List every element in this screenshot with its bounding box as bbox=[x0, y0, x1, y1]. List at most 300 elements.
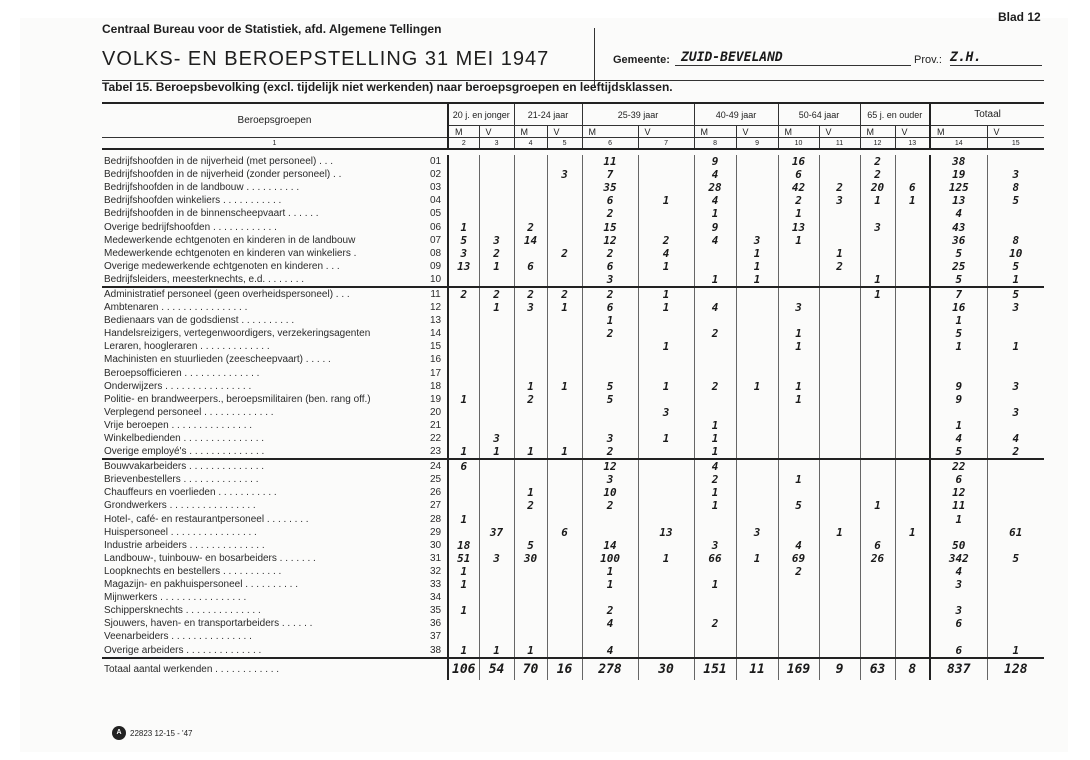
count-cell bbox=[778, 630, 819, 643]
occupation-label: Onderwijzers . . . . . . . . . . . . . . . . bbox=[104, 380, 252, 392]
count-cell: 1 bbox=[819, 526, 860, 539]
count-cell bbox=[694, 393, 736, 406]
count-cell bbox=[987, 419, 1044, 432]
count-cell bbox=[987, 539, 1044, 552]
occupation-label: Leraren, hoogleraren . . . . . . . . . . . . . bbox=[104, 341, 270, 353]
count-cell: 1 bbox=[582, 565, 638, 578]
count-cell: 12 bbox=[582, 459, 638, 473]
column-number: 11 bbox=[819, 138, 860, 150]
count-cell bbox=[860, 301, 895, 314]
count-cell bbox=[860, 432, 895, 445]
count-cell bbox=[895, 340, 930, 353]
count-cell: 3 bbox=[860, 220, 895, 233]
table-row bbox=[102, 287, 1044, 301]
count-cell: 6 bbox=[582, 194, 638, 207]
count-cell: 1 bbox=[930, 340, 987, 353]
count-cell: 3 bbox=[547, 168, 582, 181]
count-cell bbox=[736, 406, 778, 419]
count-cell: 14 bbox=[514, 234, 547, 247]
count-cell: 14 bbox=[582, 539, 638, 552]
table-row bbox=[102, 617, 1044, 630]
count-cell bbox=[895, 353, 930, 366]
count-cell bbox=[514, 459, 547, 473]
count-cell: 1 bbox=[638, 552, 694, 565]
table-row bbox=[102, 565, 1044, 578]
group-header: 50-64 jaar bbox=[778, 103, 860, 126]
occupation-label: Bedrijfshoofden in de nijverheid (zonder personeel) . . bbox=[104, 169, 342, 181]
count-cell bbox=[448, 526, 479, 539]
count-cell: 38 bbox=[930, 155, 987, 168]
count-cell: 1 bbox=[514, 445, 547, 459]
count-cell bbox=[448, 419, 479, 432]
count-cell bbox=[778, 604, 819, 617]
count-cell: 4 bbox=[930, 565, 987, 578]
count-cell bbox=[638, 367, 694, 380]
occupation-label: Bedrijfshoofden in de nijverheid (met personeel) . . . bbox=[104, 156, 334, 168]
count-cell bbox=[479, 473, 514, 486]
count-cell bbox=[448, 168, 479, 181]
count-cell bbox=[638, 473, 694, 486]
count-cell: 36 bbox=[930, 234, 987, 247]
count-cell bbox=[479, 393, 514, 406]
count-cell bbox=[778, 273, 819, 287]
occupation-label: Overige arbeiders . . . . . . . . . . . . . . bbox=[102, 643, 424, 657]
count-cell bbox=[479, 340, 514, 353]
table-row bbox=[102, 340, 1044, 353]
occupation-label: Medewerkende echtgenoten en kinderen van winkeliers . bbox=[104, 247, 357, 259]
occupation-label: Mijnwerkers . . . . . . . . . . . . . . . . bbox=[104, 592, 247, 604]
count-cell: 9 bbox=[930, 380, 987, 393]
count-cell bbox=[778, 406, 819, 419]
count-cell bbox=[547, 340, 582, 353]
count-cell bbox=[547, 578, 582, 591]
header-group-row bbox=[102, 103, 1044, 126]
count-cell: 43 bbox=[930, 220, 987, 233]
count-cell: 2 bbox=[860, 155, 895, 168]
count-cell: 8 bbox=[987, 234, 1044, 247]
count-cell: 3 bbox=[987, 168, 1044, 181]
count-cell bbox=[638, 499, 694, 512]
occupation-code: 28 bbox=[429, 513, 442, 525]
count-cell: 2 bbox=[479, 287, 514, 301]
count-cell: 3 bbox=[479, 432, 514, 445]
count-cell bbox=[547, 432, 582, 445]
count-cell: 1 bbox=[448, 565, 479, 578]
occupation-code: 34 bbox=[429, 592, 442, 604]
count-cell bbox=[479, 499, 514, 512]
column-number: 9 bbox=[736, 138, 778, 150]
occupation-label: Politie- en brandweerpers., beroepsmilitairen (ben. rang off.) bbox=[104, 393, 371, 405]
count-cell bbox=[638, 578, 694, 591]
occupation-label: Huispersoneel . . . . . . . . . . . . . . . . bbox=[104, 526, 257, 538]
count-cell bbox=[547, 539, 582, 552]
count-cell bbox=[638, 565, 694, 578]
count-cell bbox=[860, 486, 895, 499]
column-number: 13 bbox=[895, 138, 930, 150]
count-cell bbox=[547, 181, 582, 194]
count-cell: 16 bbox=[547, 658, 582, 680]
count-cell bbox=[514, 419, 547, 432]
occupation-label: Administratief personeel (geen overheidspersoneel) . . . bbox=[102, 287, 424, 301]
occupation-code: 05 bbox=[429, 208, 442, 220]
count-cell: 3 bbox=[448, 247, 479, 260]
count-cell bbox=[514, 526, 547, 539]
occupation-code: 29 bbox=[429, 526, 442, 538]
occupation-code: 20 bbox=[429, 406, 442, 418]
count-cell bbox=[860, 617, 895, 630]
sex-header: V bbox=[547, 126, 582, 138]
count-cell: 1 bbox=[895, 194, 930, 207]
count-cell bbox=[638, 327, 694, 340]
count-cell: 6 bbox=[448, 459, 479, 473]
count-cell bbox=[860, 565, 895, 578]
count-cell bbox=[479, 539, 514, 552]
count-cell bbox=[895, 617, 930, 630]
table-row bbox=[102, 513, 1044, 526]
count-cell bbox=[930, 406, 987, 419]
table-row bbox=[102, 552, 1044, 565]
count-cell bbox=[479, 578, 514, 591]
count-cell bbox=[736, 301, 778, 314]
printer-stamp-icon: A bbox=[112, 726, 126, 740]
table-row bbox=[102, 353, 1044, 366]
count-cell bbox=[987, 155, 1044, 168]
count-cell bbox=[895, 168, 930, 181]
count-cell: 13 bbox=[930, 194, 987, 207]
count-cell: 1 bbox=[582, 578, 638, 591]
count-cell bbox=[694, 630, 736, 643]
table-row bbox=[102, 604, 1044, 617]
count-cell: 5 bbox=[514, 539, 547, 552]
count-cell: 1 bbox=[778, 207, 819, 220]
table-title: Tabel 15. Beroepsbevolking (excl. tijdelijk niet werkenden) naar beroepsgroepen en leeftijdsklassen. bbox=[102, 80, 673, 94]
count-cell: 2 bbox=[582, 247, 638, 260]
sex-header: M bbox=[694, 126, 736, 138]
count-cell: 1 bbox=[694, 499, 736, 512]
count-cell bbox=[547, 419, 582, 432]
count-cell bbox=[638, 168, 694, 181]
occupation-label: Schippersknechts . . . . . . . . . . . . . . bbox=[104, 605, 261, 617]
count-cell bbox=[860, 526, 895, 539]
count-cell: 3 bbox=[638, 406, 694, 419]
occupation-code: 03 bbox=[429, 182, 442, 194]
count-cell bbox=[736, 459, 778, 473]
occupation-code: 04 bbox=[429, 195, 442, 207]
count-cell bbox=[736, 617, 778, 630]
count-cell bbox=[860, 630, 895, 643]
count-cell: 63 bbox=[860, 658, 895, 680]
sex-header: V bbox=[895, 126, 930, 138]
count-cell bbox=[736, 220, 778, 233]
count-cell bbox=[736, 643, 778, 657]
column-number: 4 bbox=[514, 138, 547, 150]
occupation-label: Totaal aantal werkenden . . . . . . . . . . . . bbox=[104, 663, 280, 675]
count-cell bbox=[448, 194, 479, 207]
count-cell bbox=[860, 380, 895, 393]
count-cell: 1 bbox=[694, 273, 736, 287]
occupation-label: Veenarbeiders . . . . . . . . . . . . . . . bbox=[104, 631, 252, 643]
group-header: 21-24 jaar bbox=[514, 103, 582, 126]
count-cell bbox=[895, 314, 930, 327]
count-cell: 4 bbox=[582, 617, 638, 630]
table-row bbox=[102, 499, 1044, 512]
count-cell bbox=[860, 340, 895, 353]
count-cell bbox=[514, 432, 547, 445]
occupation-label: Handelsreizigers, vertegenwoordigers, verzekeringsagenten bbox=[104, 328, 371, 340]
count-cell bbox=[860, 353, 895, 366]
sex-header: V bbox=[736, 126, 778, 138]
count-cell bbox=[819, 499, 860, 512]
count-cell bbox=[547, 194, 582, 207]
occupation-code: 36 bbox=[429, 618, 442, 630]
count-cell bbox=[778, 353, 819, 366]
count-cell: 10 bbox=[987, 247, 1044, 260]
count-cell: 1 bbox=[479, 445, 514, 459]
count-cell bbox=[514, 155, 547, 168]
count-cell: 30 bbox=[638, 658, 694, 680]
occupation-code: 13 bbox=[429, 315, 442, 327]
occupation-label: Chauffeurs en voerlieden . . . . . . . . . . . bbox=[104, 487, 277, 499]
count-cell: 2 bbox=[582, 327, 638, 340]
count-cell: 1 bbox=[930, 513, 987, 526]
count-cell: 100 bbox=[582, 552, 638, 565]
count-cell: 1 bbox=[448, 604, 479, 617]
count-cell: 837 bbox=[930, 658, 987, 680]
sex-header: M bbox=[930, 126, 987, 138]
column-number: 3 bbox=[479, 138, 514, 150]
count-cell bbox=[448, 155, 479, 168]
occupation-label: Medewerkende echtgenoten en kinderen in de landbouw bbox=[104, 234, 356, 246]
count-cell bbox=[895, 630, 930, 643]
count-cell bbox=[778, 260, 819, 273]
count-cell: 6 bbox=[930, 643, 987, 657]
count-cell: 3 bbox=[479, 552, 514, 565]
count-cell bbox=[638, 273, 694, 287]
count-cell bbox=[694, 604, 736, 617]
count-cell bbox=[987, 591, 1044, 604]
occupation-code: 19 bbox=[429, 393, 442, 405]
column-number: 14 bbox=[930, 138, 987, 150]
count-cell bbox=[638, 393, 694, 406]
municipality-label: Gemeente: bbox=[613, 54, 670, 66]
count-cell: 3 bbox=[694, 539, 736, 552]
count-cell bbox=[448, 327, 479, 340]
count-cell bbox=[547, 565, 582, 578]
count-cell bbox=[819, 380, 860, 393]
count-cell bbox=[987, 207, 1044, 220]
count-cell: 5 bbox=[448, 234, 479, 247]
count-cell: 2 bbox=[582, 207, 638, 220]
count-cell bbox=[736, 486, 778, 499]
count-cell bbox=[895, 565, 930, 578]
count-cell bbox=[860, 419, 895, 432]
count-cell bbox=[860, 473, 895, 486]
count-cell bbox=[736, 393, 778, 406]
count-cell: 1 bbox=[448, 445, 479, 459]
count-cell bbox=[638, 643, 694, 657]
count-cell: 1 bbox=[778, 393, 819, 406]
count-cell: 125 bbox=[930, 181, 987, 194]
count-cell: 1 bbox=[860, 194, 895, 207]
count-cell: 3 bbox=[987, 406, 1044, 419]
count-cell bbox=[736, 207, 778, 220]
count-cell: 1 bbox=[778, 234, 819, 247]
count-cell: 3 bbox=[514, 301, 547, 314]
count-cell: 13 bbox=[638, 526, 694, 539]
occupation-code: 33 bbox=[429, 579, 442, 591]
count-cell: 16 bbox=[778, 155, 819, 168]
count-cell: 30 bbox=[514, 552, 547, 565]
count-cell bbox=[448, 353, 479, 366]
count-cell bbox=[448, 486, 479, 499]
occupation-code: 01 bbox=[429, 156, 442, 168]
count-cell bbox=[819, 234, 860, 247]
count-cell: 1 bbox=[694, 207, 736, 220]
occupation-label: Magazijn- en pakhuispersoneel . . . . . . . . . . bbox=[104, 579, 298, 591]
count-cell bbox=[479, 367, 514, 380]
count-cell: 1 bbox=[895, 526, 930, 539]
count-cell bbox=[778, 578, 819, 591]
count-cell: 6 bbox=[930, 617, 987, 630]
occupation-code: 38 bbox=[424, 643, 448, 657]
count-cell bbox=[514, 273, 547, 287]
count-cell bbox=[514, 314, 547, 327]
count-cell: 1 bbox=[514, 380, 547, 393]
count-cell: 4 bbox=[694, 234, 736, 247]
count-cell bbox=[448, 273, 479, 287]
count-cell bbox=[819, 393, 860, 406]
count-cell: 1 bbox=[736, 273, 778, 287]
occupation-label: Sjouwers, haven- en transportarbeiders . . . . . . bbox=[104, 618, 313, 630]
count-cell bbox=[819, 406, 860, 419]
occupation-code: 11 bbox=[424, 287, 448, 301]
count-cell bbox=[582, 419, 638, 432]
count-cell bbox=[479, 630, 514, 643]
sex-header: M bbox=[860, 126, 895, 138]
count-cell bbox=[778, 591, 819, 604]
count-cell: 1 bbox=[479, 643, 514, 657]
count-cell: 2 bbox=[514, 499, 547, 512]
count-cell bbox=[638, 486, 694, 499]
sex-header: M bbox=[582, 126, 638, 138]
table-row bbox=[102, 591, 1044, 604]
count-cell bbox=[895, 432, 930, 445]
count-cell: 2 bbox=[694, 327, 736, 340]
count-cell bbox=[860, 578, 895, 591]
count-cell bbox=[819, 314, 860, 327]
count-cell: 3 bbox=[819, 194, 860, 207]
occupation-code: 21 bbox=[429, 419, 442, 431]
count-cell: 1 bbox=[694, 578, 736, 591]
count-cell bbox=[819, 419, 860, 432]
count-cell bbox=[514, 181, 547, 194]
count-cell bbox=[860, 604, 895, 617]
count-cell bbox=[638, 617, 694, 630]
count-cell bbox=[448, 380, 479, 393]
count-cell bbox=[778, 367, 819, 380]
count-cell bbox=[819, 273, 860, 287]
count-cell bbox=[819, 459, 860, 473]
sheet-number: Blad 12 bbox=[998, 10, 1041, 24]
count-cell: 1 bbox=[778, 380, 819, 393]
count-cell bbox=[582, 526, 638, 539]
count-cell bbox=[448, 181, 479, 194]
count-cell bbox=[736, 539, 778, 552]
count-cell bbox=[479, 406, 514, 419]
count-cell bbox=[895, 406, 930, 419]
count-cell bbox=[987, 565, 1044, 578]
count-cell bbox=[819, 591, 860, 604]
count-cell bbox=[448, 367, 479, 380]
count-cell: 6 bbox=[547, 526, 582, 539]
count-cell bbox=[582, 591, 638, 604]
count-cell: 1 bbox=[694, 486, 736, 499]
sex-header: V bbox=[987, 126, 1044, 138]
count-cell bbox=[930, 630, 987, 643]
count-cell bbox=[819, 220, 860, 233]
occupation-label: Overige medewerkende echtgenoten en kinderen . . . bbox=[104, 260, 340, 272]
count-cell bbox=[547, 393, 582, 406]
count-cell: 6 bbox=[582, 260, 638, 273]
count-cell: 6 bbox=[582, 301, 638, 314]
count-cell: 1 bbox=[448, 393, 479, 406]
occupation-code: 10 bbox=[429, 273, 442, 285]
count-cell bbox=[860, 445, 895, 459]
count-cell bbox=[930, 367, 987, 380]
group-header-total: Totaal bbox=[930, 103, 1044, 126]
count-cell: 2 bbox=[694, 473, 736, 486]
count-cell bbox=[895, 473, 930, 486]
count-cell: 66 bbox=[694, 552, 736, 565]
occupation-code: 07 bbox=[429, 234, 442, 246]
count-cell bbox=[895, 234, 930, 247]
occupation-table bbox=[102, 102, 1044, 680]
count-cell: 1 bbox=[514, 643, 547, 657]
count-cell bbox=[448, 499, 479, 512]
count-cell bbox=[547, 314, 582, 327]
count-cell bbox=[819, 287, 860, 301]
count-cell bbox=[479, 591, 514, 604]
count-cell bbox=[479, 380, 514, 393]
sex-header: M bbox=[448, 126, 479, 138]
occupation-label: Bouwvakarbeiders . . . . . . . . . . . . . . bbox=[102, 459, 424, 473]
count-cell bbox=[819, 643, 860, 657]
count-cell bbox=[479, 486, 514, 499]
count-cell: 5 bbox=[930, 273, 987, 287]
count-cell bbox=[694, 643, 736, 657]
count-cell bbox=[448, 630, 479, 643]
count-cell: 4 bbox=[638, 247, 694, 260]
count-cell bbox=[778, 314, 819, 327]
count-cell bbox=[479, 194, 514, 207]
count-cell: 18 bbox=[448, 539, 479, 552]
count-cell bbox=[895, 419, 930, 432]
count-cell: 1 bbox=[987, 273, 1044, 287]
sex-header: V bbox=[638, 126, 694, 138]
count-cell bbox=[736, 565, 778, 578]
count-cell bbox=[514, 353, 547, 366]
count-cell: 6 bbox=[895, 181, 930, 194]
count-cell bbox=[895, 207, 930, 220]
count-cell bbox=[479, 207, 514, 220]
sex-header: V bbox=[479, 126, 514, 138]
header-number-row bbox=[102, 138, 1044, 150]
count-cell bbox=[895, 273, 930, 287]
count-cell bbox=[694, 247, 736, 260]
count-cell bbox=[547, 643, 582, 657]
count-cell: 3 bbox=[778, 301, 819, 314]
count-cell bbox=[514, 327, 547, 340]
